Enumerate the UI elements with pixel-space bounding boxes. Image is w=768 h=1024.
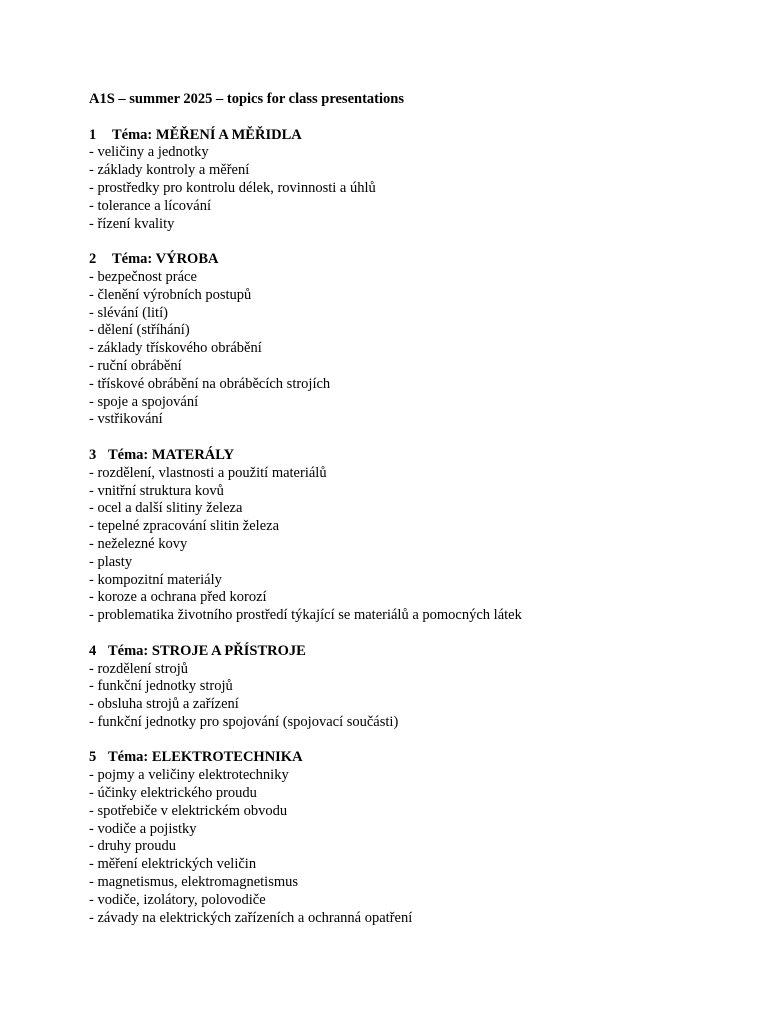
- list-item: - vodiče, izolátory, polovodiče: [89, 891, 266, 908]
- list-item: - spotřebiče v elektrickém obvodu: [89, 802, 288, 819]
- list-item: - rozdělení, vlastnosti a použití materiálů: [89, 464, 327, 481]
- section-4: [89, 643, 749, 732]
- list-item: - funkční jednotky pro spojování (spojovací součásti): [89, 713, 399, 730]
- section-number: 3: [89, 446, 97, 463]
- section-title: Téma: ELEKTROTECHNIKA: [108, 749, 303, 766]
- list-item: - druhy proudu: [89, 838, 176, 855]
- list-item: - tolerance a lícování: [89, 197, 211, 214]
- list-item: - tepelné zpracování slitin železa: [89, 518, 280, 535]
- section-number: 4: [89, 642, 97, 659]
- section-5: [89, 749, 749, 927]
- list-item: - řízení kvality: [89, 215, 175, 232]
- list-item: - vodiče a pojistky: [89, 820, 197, 837]
- document-page: [89, 91, 749, 945]
- document-title: A1S – summer 2025 – topics for class presentations: [89, 91, 404, 107]
- list-item: - třískové obrábění na obráběcích strojích: [89, 375, 331, 392]
- section-heading: [89, 447, 749, 465]
- list-item: - základy kontroly a měření: [89, 162, 250, 179]
- list-item: - slévání (lití): [89, 304, 168, 321]
- section-title: Téma: STROJE A PŘÍSTROJE: [108, 642, 306, 659]
- section-title: Téma: VÝROBA: [112, 251, 219, 268]
- list-item: - vstřikování: [89, 411, 163, 428]
- list-item: - magnetismus, elektromagnetismus: [89, 874, 299, 891]
- list-item: - účinky elektrického proudu: [89, 785, 257, 802]
- section-number: 1: [89, 126, 97, 143]
- section-2: [89, 251, 749, 429]
- list-item: - pojmy a veličiny elektrotechniky: [89, 767, 289, 784]
- list-item: - koroze a ochrana před korozí: [89, 589, 267, 606]
- list-item: - bezpečnost práce: [89, 268, 197, 285]
- section-number: 5: [89, 749, 97, 766]
- list-item: - ocel a další slitiny železa: [89, 500, 243, 517]
- list-item: - ruční obrábění: [89, 357, 182, 374]
- list-item: - veličiny a jednotky: [89, 144, 209, 161]
- list-item: - rozdělení strojů: [89, 660, 189, 677]
- list-item: - závady na elektrických zařízeních a ochranná opatření: [89, 909, 413, 926]
- list-item: - vnitřní struktura kovů: [89, 482, 224, 499]
- section-1: [89, 127, 749, 234]
- list-item: - obsluha strojů a zařízení: [89, 696, 239, 713]
- section-heading: [89, 643, 749, 661]
- list-item: - funkční jednotky strojů: [89, 678, 233, 695]
- section-heading: [89, 749, 749, 767]
- section-title: Téma: MĚŘENÍ A MĚŘIDLA: [112, 126, 302, 143]
- list-item: - problematika životního prostředí týkající se materiálů a pomocných látek: [89, 607, 522, 624]
- section-heading: [89, 127, 749, 145]
- list-item: - prostředky pro kontrolu délek, rovinnosti a úhlů: [89, 179, 376, 196]
- list-item: - členění výrobních postupů: [89, 286, 252, 303]
- list-item: - měření elektrických veličin: [89, 856, 257, 873]
- list-item: - kompozitní materiály: [89, 571, 222, 588]
- list-item: - dělení (stříhání): [89, 322, 190, 339]
- list-item: - základy třískového obrábění: [89, 340, 262, 357]
- section-heading: [89, 251, 749, 269]
- section-title: Téma: MATERÁLY: [108, 446, 235, 463]
- list-item: - neželezné kovy: [89, 535, 188, 552]
- section-number: 2: [89, 251, 97, 268]
- list-item: - spoje a spojování: [89, 393, 199, 410]
- section-3: [89, 447, 749, 625]
- list-item: - plasty: [89, 553, 133, 570]
